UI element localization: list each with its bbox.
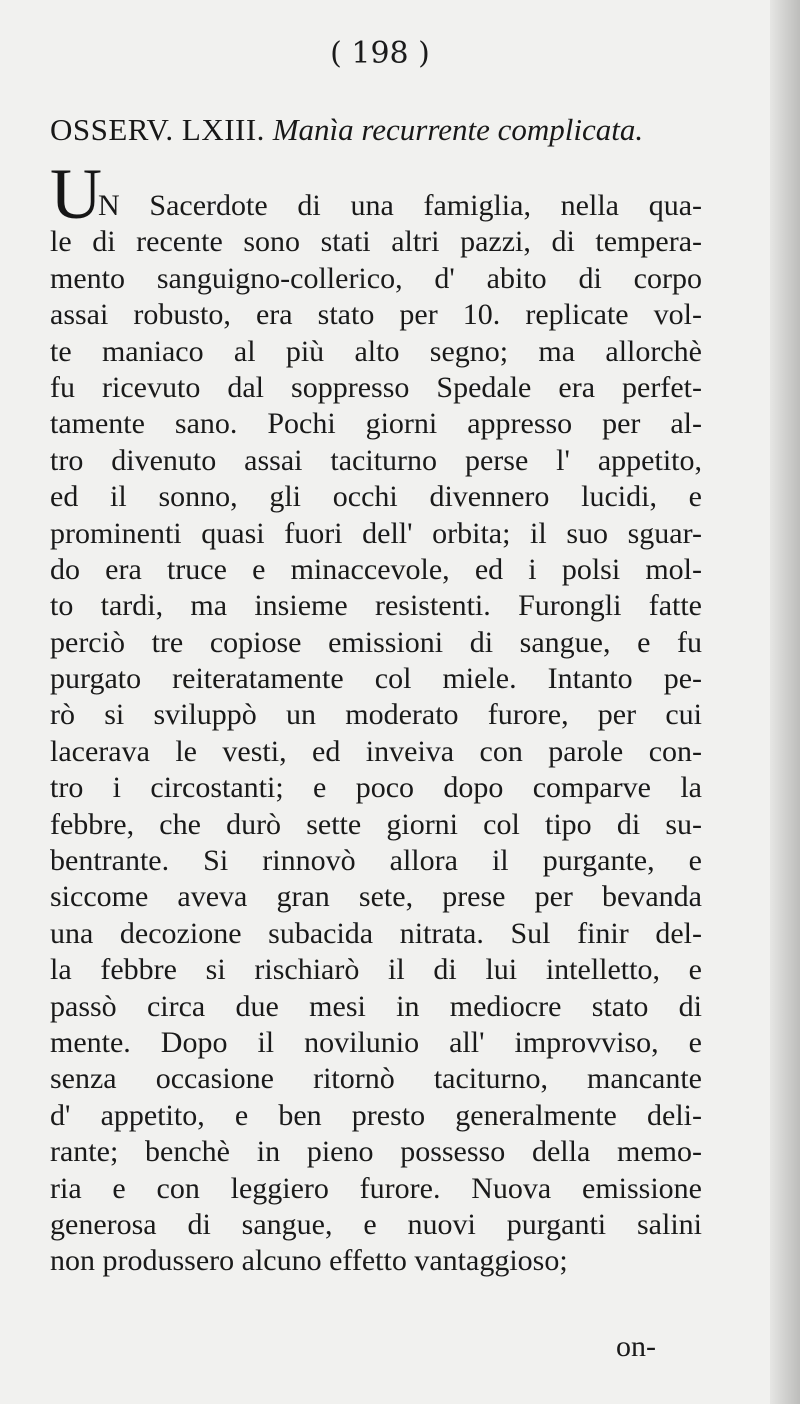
text-line: N Sacerdote di una famiglia, nella qua- (98, 189, 702, 222)
text-line: ed il sonno, gli occhi divennero lucidi, e (50, 480, 702, 514)
catchword: on- (616, 1330, 656, 1363)
text-line: mente. Dopo il novilunio all' improvviso, e (50, 1025, 702, 1059)
page-number: ( 198 ) (330, 36, 430, 71)
text-line: te maniaco al più alto segno; ma allorchè (50, 334, 702, 368)
text-line: assai robusto, era stato per 10. replicate vol- (50, 298, 702, 332)
text-line: perciò tre copiose emissioni di sangue, e fu (50, 625, 702, 659)
text-line: to tardi, ma insieme resistenti. Furongli fatte (50, 589, 702, 623)
text-line: rante; benchè in pieno possesso della memo- (50, 1135, 702, 1169)
text-line: tamente sano. Pochi giorni appresso per al- (50, 407, 702, 441)
text-line: le di recente sono stati altri pazzi, di tempera- (50, 225, 702, 259)
text-line: generosa di sangue, e nuovi purganti salini (50, 1207, 702, 1241)
text-line: lacerava le vesti, ed inveiva con parole con- (50, 734, 702, 768)
text-line: febbre, che durò sette giorni col tipo di su- (50, 807, 702, 841)
text-line: senza occasione ritornò taciturno, mancante (50, 1062, 702, 1096)
body-paragraph (50, 188, 702, 1280)
text-line: siccome aveva gran sete, prese per bevanda (50, 880, 702, 914)
text-line: bentrante. Si rinnovò allora il purgante, e (50, 844, 702, 878)
text-line: passò circa due mesi in mediocre stato di (50, 989, 702, 1023)
text-line: non produssero alcuno effetto vantaggioso; (50, 1244, 568, 1278)
page-gutter-shadow (770, 0, 800, 1404)
text-line: ria e con leggiero furore. Nuova emissione (50, 1171, 702, 1205)
text-line: mento sanguigno-collerico, d' abito di corpo (50, 261, 702, 295)
text-line: fu ricevuto dal soppresso Spedale era perfet- (50, 370, 702, 404)
drop-cap-initial: U (50, 154, 102, 234)
text-line: la febbre si rischiarò il di lui intelletto, e (50, 953, 702, 987)
observation-heading (50, 112, 710, 148)
text-line: una decozione subacida nitrata. Sul finir del- (50, 916, 702, 950)
text-line: rò si sviluppò un moderato furore, per cui (50, 698, 702, 732)
text-line: tro divenuto assai taciturno perse l' appetito, (50, 443, 702, 477)
observation-title: Manìa recurrente complicata. (272, 112, 644, 147)
text-line: prominenti quasi fuori dell' orbita; il suo sguar- (50, 516, 702, 550)
text-line: purgato reiteratamente col miele. Intanto pe- (50, 662, 702, 696)
text-line: tro i circostanti; e poco dopo comparve la (50, 771, 702, 805)
observation-reference: OSSERV. LXIII. (50, 112, 265, 147)
text-line: d' appetito, e ben presto generalmente deli- (50, 1098, 702, 1132)
text-line: do era truce e minaccevole, ed i polsi mol- (50, 552, 702, 586)
